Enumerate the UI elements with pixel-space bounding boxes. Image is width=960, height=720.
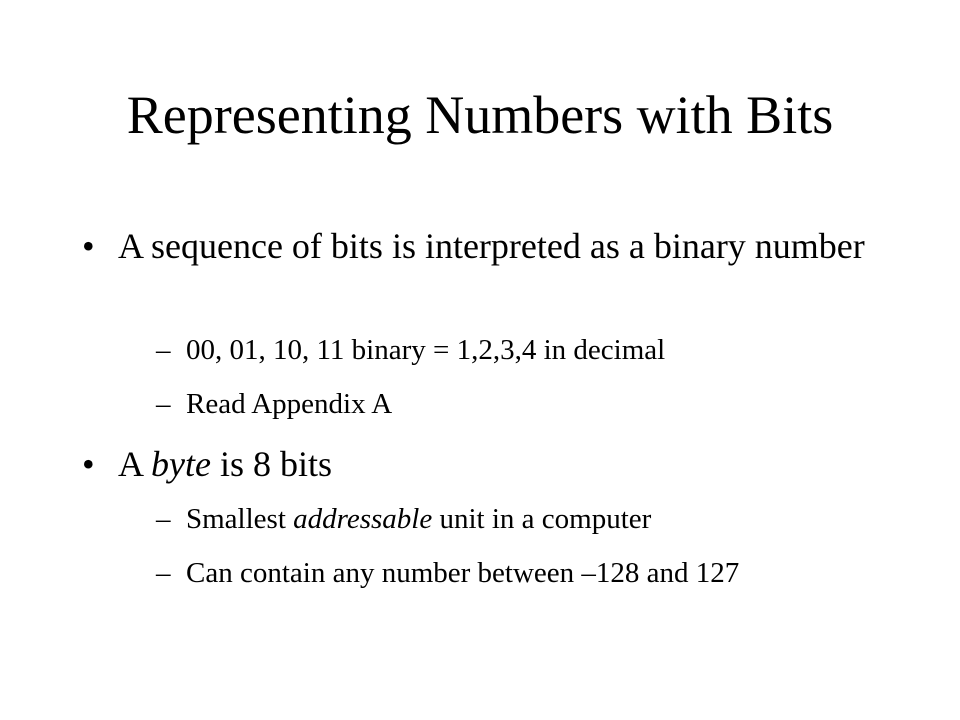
sub-bullet-text-after: unit in a computer — [432, 503, 652, 535]
sub-bullet-text-before: Smallest — [186, 503, 294, 535]
slide-title: Representing Numbers with Bits — [126, 85, 834, 145]
sub-bullet-text: 00, 01, 10, 11 binary = 1,2,3,4 in decimal — [186, 334, 666, 366]
dash-marker: – — [156, 388, 171, 420]
dash-marker: – — [156, 503, 171, 535]
dash-marker: – — [156, 557, 171, 589]
dash-marker: – — [156, 334, 171, 366]
bullet-text: A sequence of bits is interpreted as a binary number — [118, 226, 865, 266]
sub-bullet-item — [156, 502, 886, 536]
bullet-text-after: is 8 bits — [210, 444, 333, 484]
sub-bullet-item — [156, 387, 886, 421]
bullet-marker: • — [82, 444, 95, 484]
bullet-item — [82, 223, 878, 270]
sub-bullet-text: Read Appendix A — [186, 388, 393, 420]
sub-bullet-item — [156, 333, 886, 367]
sub-bullet-text: Can contain any number between –128 and 127 — [186, 557, 740, 589]
bullet-item — [82, 441, 878, 488]
bullet-marker: • — [82, 226, 95, 266]
bullet-text-before: A — [118, 444, 152, 484]
bullet-text-emphasis: byte — [151, 444, 211, 484]
sub-bullet-text-emphasis: addressable — [293, 503, 433, 535]
sub-bullet-item — [156, 556, 886, 590]
